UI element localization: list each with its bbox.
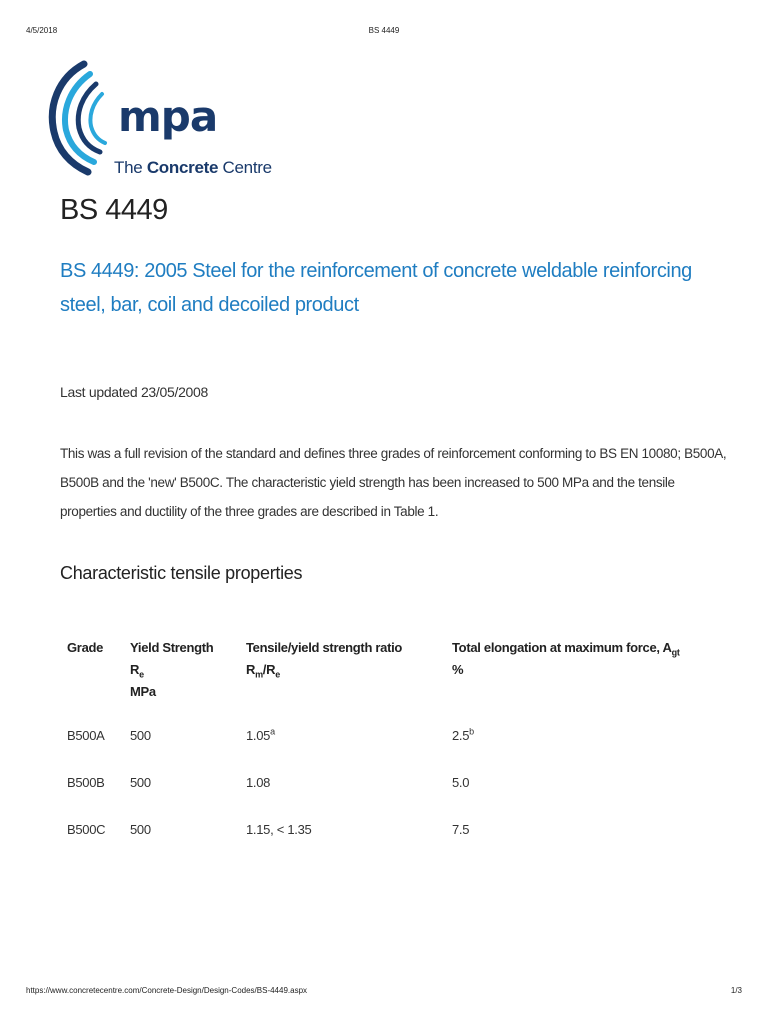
cell-elongation: 2.5$^b$ — [452, 726, 474, 743]
cell-ratio: 1.05$^a$ — [246, 726, 275, 743]
description-paragraph: This was a full revision of the standard and defines three grades of reinforcement conforming to BS EN 10080; B500A, B500B and the 'new' B500C. The characteristic yield strength has been increased to 500 MPa and the tensile properties and ductility of the three grades are described in Table 1. — [60, 446, 727, 519]
cell-yield: 500 — [130, 822, 151, 837]
mpa-swirl-icon — [44, 58, 124, 178]
cell-ratio: 1.15, < 1.35 — [246, 822, 312, 837]
table-row — [60, 772, 732, 819]
print-date: 4/5/2018 — [26, 26, 58, 35]
page-number: 1/3 — [730, 986, 742, 995]
standard-subtitle: BS 4449: 2005 Steel for the reinforcement of concrete weldable reinforcing steel, bar, coil and decoiled product — [60, 260, 692, 316]
table-row — [60, 819, 732, 866]
header-strength-ratio: Tensile/yield strength ratio $R_m/R_e$ — [246, 640, 403, 680]
table-header-row — [60, 637, 732, 725]
cell-grade: B500A — [67, 728, 105, 743]
last-updated: Last updated 23/05/2008 — [60, 384, 209, 400]
page-url-link[interactable]: https://www.concretecentre.com/Concrete-Design/Design-Codes/BS-4449.aspx — [26, 986, 308, 995]
cell-ratio: 1.08 — [246, 775, 271, 790]
header-grade: Grade — [67, 640, 104, 655]
cell-elongation: 5.0 — [452, 775, 470, 790]
mpa-logo[interactable] — [44, 58, 272, 183]
print-header — [26, 26, 742, 38]
page-title: BS 4449 — [60, 194, 168, 226]
print-page-title: BS 4449 — [368, 26, 400, 35]
print-footer — [26, 986, 742, 998]
header-total-elongation: Total elongation at maximum force, $A_{gt}$ % — [452, 640, 680, 677]
cell-elongation: 7.5 — [452, 822, 470, 837]
cell-yield: 500 — [130, 728, 151, 743]
tensile-properties-table — [60, 637, 732, 866]
table-row — [60, 725, 732, 772]
cell-yield: 500 — [130, 775, 151, 790]
cell-grade: B500B — [67, 775, 105, 790]
header-yield-strength: Yield Strength $R_e$ MPa — [130, 640, 214, 699]
cell-grade: B500C — [67, 822, 106, 837]
section-heading: Characteristic tensile properties — [60, 563, 303, 583]
logo-mark-text: mpa — [118, 92, 218, 141]
logo-tagline: The Concrete Centre — [114, 158, 272, 177]
